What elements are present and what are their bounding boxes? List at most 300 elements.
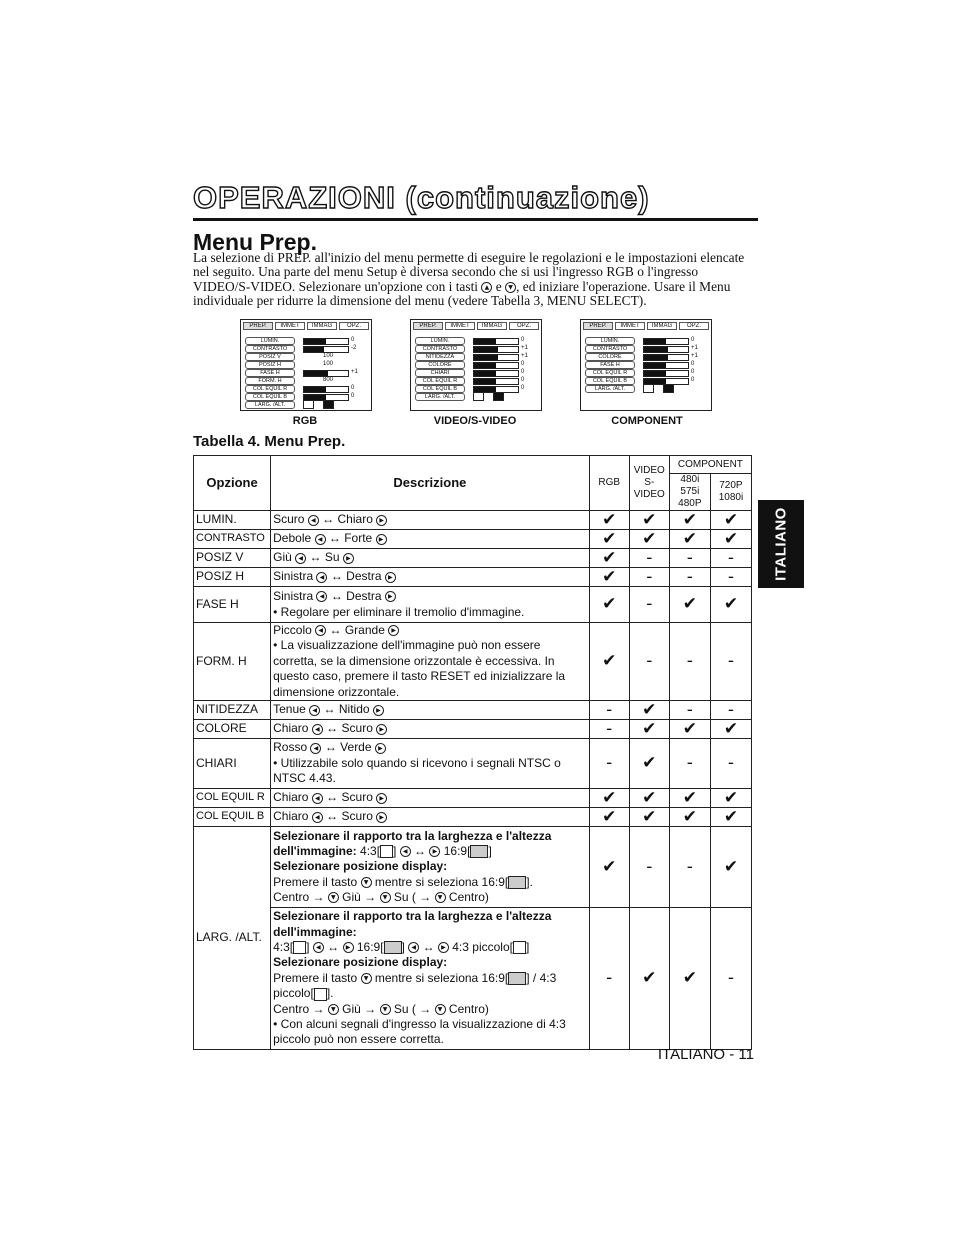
down-button-icon: ▼ [380, 1004, 391, 1015]
header-720p: 720P 1080i [710, 474, 751, 511]
desc-a: Tenue [273, 702, 306, 717]
menu-row [585, 377, 703, 384]
press-text-3: ]. [526, 874, 533, 889]
check-mark: ✔ [669, 720, 710, 739]
menu-item-label: POSIZ H [245, 361, 295, 369]
left-icon: ◀ [308, 515, 319, 526]
menu-component [580, 319, 712, 411]
menu-tab: IMMET [615, 322, 645, 330]
centro-2: Centro) [448, 890, 489, 905]
desc-b: Scuro [341, 809, 373, 824]
menu-bar [643, 346, 689, 353]
menu-row [415, 369, 533, 376]
menu-bar-fill [304, 347, 324, 352]
option-desc [271, 587, 590, 623]
left-icon: ◀ [315, 625, 326, 636]
check-mark: ✔ [629, 511, 669, 530]
check-mark: ✔ [710, 511, 751, 530]
dash: - [669, 568, 710, 587]
ratio-43-icon [380, 845, 393, 858]
right-icon: ▶ [376, 724, 387, 735]
menu-row [415, 393, 533, 400]
dash: - [669, 623, 710, 701]
desc-a: Scuro [273, 512, 305, 527]
check-mark: ✔ [710, 808, 751, 827]
menu-bar [473, 338, 519, 345]
right-icon: ▶ [385, 591, 396, 602]
option-name: COL EQUIL R [194, 789, 271, 808]
menu-row [245, 345, 363, 352]
menu-tab: PREP. [583, 322, 613, 330]
option-name: NITIDEZZA [194, 701, 271, 720]
desc-b: Destra [346, 569, 382, 584]
caption-component: COMPONENT [611, 415, 683, 427]
arrow: ↔ [330, 589, 343, 604]
menu-row [245, 361, 363, 368]
right-icon: ▶ [376, 515, 387, 526]
menu-bar-fill [474, 371, 496, 376]
caption-video: VIDEO/S-VIDEO [433, 415, 517, 427]
left-icon: ◀ [315, 534, 326, 545]
menu-row [415, 353, 533, 360]
option-desc: Selezionare il rapporto tra la larghezza e l'altezza dell'immagine: 4:3[ ] ◀ ↔ ▶ 16:9[ ] ◀ ↔ ▶ 4:3 piccolo[ ] Selezionare posizione display: Premere il tasto ▼ mentre si seleziona 16:9[ ] / 4:3 piccolo[ ]. Centro → ▼ Giù → ▼ Su ( → ▼ Centro) • Con alcuni segnali d'ingresso la visualizzazione di 4:3 piccolo può non essere corretta. [271, 908, 590, 1050]
option-desc [271, 623, 590, 701]
check-mark: ✔ [629, 530, 669, 549]
menu-item-label: COL EQUIL B [245, 393, 295, 401]
check-mark: ✔ [710, 720, 751, 739]
menu-item-label: CHIARI [415, 369, 465, 377]
option-name: CONTRASTO [194, 530, 271, 549]
arrow: ↔ [322, 512, 335, 527]
header-description: Descrizione [271, 456, 590, 511]
ratio-43-small-icon [513, 941, 526, 954]
table-row [194, 720, 752, 739]
menu-row [245, 337, 363, 344]
check-mark: ✔ [629, 808, 669, 827]
arrow: ↔ [330, 569, 343, 584]
menu-rgb [240, 319, 372, 411]
menu-row [585, 369, 703, 376]
menu-item-label: COL EQUIL B [585, 377, 635, 385]
desc-b: Scuro [341, 790, 373, 805]
check-mark: ✔ [710, 789, 751, 808]
menu-bar-fill [474, 347, 498, 352]
giu: Giù → [342, 1001, 377, 1016]
down-button-icon: ▼ [361, 877, 372, 888]
table-row [194, 808, 752, 827]
arrow: ↔ [326, 721, 339, 736]
option-name: COL EQUIL B [194, 808, 271, 827]
option-name: CHIARI [194, 739, 271, 789]
desc-b: Destra [346, 589, 382, 604]
header-rgb: RGB [589, 456, 629, 511]
ratio-169-icon [470, 845, 488, 858]
menu-bar-fill [644, 363, 666, 368]
desc-heading: Selezionare il rapporto tra la larghezza e l'altezza dell'immagine: [273, 828, 552, 858]
ratio-169-icon [384, 941, 402, 954]
dash: - [629, 587, 669, 623]
header-480i: 480i 575i 480P [669, 474, 710, 511]
menu-bar [303, 346, 349, 353]
menu-bar [473, 370, 519, 377]
press-text: Premere il tasto [273, 874, 358, 889]
option-name: LUMIN. [194, 511, 271, 530]
menu-value: +1 [351, 369, 358, 375]
option-desc [271, 511, 590, 530]
menu-value: +1 [691, 353, 698, 359]
header-component: COMPONENT [669, 456, 751, 474]
table-row [194, 701, 752, 720]
option-desc: Selezionare il rapporto tra la larghezza e l'altezza dell'immagine: 4:3[ ] ◀ ↔ ▶ 16:9[ ] Selezionare posizione display: Premere il tasto ▼ mentre si seleziona 16:9[ ]. Centro → ▼ Giù → ▼ Su ( → ▼ Centro) [271, 827, 590, 908]
desc-a: Chiaro [273, 721, 309, 736]
dash: - [710, 623, 751, 701]
page-number: ITALIANO - 11 [657, 1046, 754, 1063]
desc-note: • Utilizzabile solo quando si ricevono i segnali NTSC o NTSC 4.43. [273, 755, 561, 786]
down-button-icon: ▼ [435, 892, 446, 903]
menu-row [585, 337, 703, 344]
dash: - [669, 827, 710, 908]
giu: Giù → [342, 890, 377, 905]
check-mark: ✔ [589, 587, 629, 623]
menu-tabs [583, 322, 709, 330]
ratio-169-icon [508, 876, 526, 889]
option-desc [271, 789, 590, 808]
page-title: OPERAZIONI (continuazione) [193, 180, 650, 215]
right-icon: ▶ [376, 812, 387, 823]
desc-b: Verde [340, 740, 372, 755]
menu-item-label: LARG. /ALT. [415, 393, 465, 401]
desc-b: Grande [344, 623, 385, 637]
intro-and: e [495, 278, 502, 294]
arrow: ↔ [323, 702, 336, 717]
dash: - [589, 720, 629, 739]
dash: - [589, 739, 629, 789]
language-tab-label: ITALIANO [772, 507, 790, 581]
su: Su ( → [393, 890, 432, 905]
right-icon: ▶ [375, 743, 386, 754]
menu-value: 0 [351, 337, 355, 343]
menu-row [415, 337, 533, 344]
menu-item-label: FASE H [245, 369, 295, 377]
right-icon: ▶ [376, 534, 387, 545]
option-name: FASE H [194, 587, 271, 623]
table-row [194, 549, 752, 568]
aspect-icon [643, 384, 654, 393]
table-row [194, 568, 752, 587]
check-mark: ✔ [629, 701, 669, 720]
arrow: ↔ [324, 740, 337, 755]
left-icon: ◀ [312, 793, 323, 804]
check-mark: ✔ [589, 549, 629, 568]
menu-tabs [243, 322, 369, 330]
ratio-43-icon [293, 941, 306, 954]
arrow: ↔ [309, 550, 322, 565]
dash: - [629, 827, 669, 908]
option-desc [271, 568, 590, 587]
option-name: LARG. /ALT. [194, 827, 271, 1050]
menu-item-label: NITIDEZZA [415, 353, 465, 361]
menu-row [415, 385, 533, 392]
down-button-icon: ▼ [380, 892, 391, 903]
arrow: ↔ [414, 843, 427, 858]
su: Su ( → [393, 1001, 432, 1016]
press-text-4: ]. [326, 986, 334, 1001]
option-desc [271, 701, 590, 720]
menu-row [245, 353, 363, 360]
intro-text: La selezione di PREP. all'inizio del menu permette di eseguire le regolazioni e le impostazioni elencate nel seguito. Una parte del menu Setup è diversa secondo che si usi l'ingresso RGB o l'ingresso VIDEO/S-VIDEO. Selezionare un'opzione con i tasti [193, 250, 745, 294]
down-button-icon: ▼ [505, 282, 516, 293]
menu-value: 0 [691, 369, 695, 375]
table-row [194, 908, 752, 1050]
check-mark: ✔ [629, 739, 669, 789]
arrow: ↔ [422, 940, 435, 955]
left-icon: ◀ [295, 553, 306, 564]
menu-value: 100 [323, 353, 334, 359]
desc-heading: Selezionare il rapporto tra la larghezza e l'altezza dell'immagine: [273, 909, 552, 939]
arrow: ↔ [328, 531, 341, 546]
left-icon: ◀ [313, 942, 324, 953]
centro-2: Centro) [448, 1001, 489, 1016]
option-desc [271, 530, 590, 549]
desc-a: Chiaro [273, 790, 309, 805]
menu-value: -2 [351, 345, 357, 351]
aspect-icon [663, 384, 674, 393]
menu-bar [303, 338, 349, 345]
menu-bar [643, 338, 689, 345]
right-icon: ▶ [388, 625, 399, 636]
option-desc [271, 739, 590, 789]
menu-bar-fill [474, 379, 496, 384]
header-option: Opzione [194, 456, 271, 511]
aspect-icon [493, 392, 504, 401]
dash: - [589, 701, 629, 720]
menu-value: 0 [521, 361, 525, 367]
menu-item-label: FASE H [585, 361, 635, 369]
menu-bar-fill [304, 339, 326, 344]
down-button-icon: ▼ [328, 892, 339, 903]
right-icon: ▶ [343, 553, 354, 564]
left-icon: ◀ [312, 812, 323, 823]
left-icon: ◀ [316, 591, 327, 602]
check-mark: ✔ [629, 908, 669, 1050]
dash: - [669, 549, 710, 568]
menu-tab: OPZ. [509, 322, 539, 330]
check-mark: ✔ [710, 530, 751, 549]
menu-video [410, 319, 542, 411]
menu-tabs [413, 322, 539, 330]
dash: - [629, 568, 669, 587]
menu-value: 0 [521, 337, 525, 343]
table-title: Tabella 4. Menu Prep. [193, 433, 346, 450]
menu-item-label: LUMIN. [245, 337, 295, 345]
menu-item-label: COL EQUIL B [415, 385, 465, 393]
ratio-43: 4:3[ [360, 843, 381, 858]
menu-item-label: COL EQUIL R [585, 369, 635, 377]
option-desc [271, 808, 590, 827]
menu-tab: IMMAG [307, 322, 337, 330]
menu-value: 0 [691, 337, 695, 343]
table-row [194, 623, 752, 701]
menu-item-label: POSIZ V [245, 353, 295, 361]
menu-item-label: LUMIN. [415, 337, 465, 345]
dash: - [710, 739, 751, 789]
menu-bar [303, 370, 349, 377]
menu-bar [473, 378, 519, 385]
left-icon: ◀ [309, 705, 320, 716]
menu-bar-fill [644, 371, 666, 376]
menu-row [585, 385, 703, 392]
menu-value: 0 [351, 385, 355, 391]
left-icon: ◀ [310, 743, 321, 754]
menu-value: +1 [521, 353, 528, 359]
menu-bar [643, 362, 689, 369]
menu-tab: IMMAG [477, 322, 507, 330]
menu-item-label: COLORE [585, 353, 635, 361]
menu-value: 0 [521, 377, 525, 383]
intro-text-2: , ed iniziare l'operazione. Usare il Menu individuale per ridurre la dimensione del menu (vedere Tabella 3, MENU SELECT). [193, 278, 731, 309]
menu-row [415, 377, 533, 384]
check-mark: ✔ [589, 789, 629, 808]
menu-bar [643, 354, 689, 361]
menu-item-label: CONTRASTO [585, 345, 635, 353]
table-row [194, 587, 752, 623]
menu-row [245, 401, 363, 408]
menu-bar-fill [644, 347, 668, 352]
intro-paragraph [193, 251, 758, 309]
desc-a: Chiaro [273, 809, 309, 824]
menu-value: 0 [351, 393, 355, 399]
option-name: POSIZ H [194, 568, 271, 587]
left-icon: ◀ [400, 846, 411, 857]
ratio-43-small: 4:3 piccolo[ [452, 940, 513, 955]
menu-item-label: LUMIN. [585, 337, 635, 345]
right-icon: ▶ [429, 846, 440, 857]
right-icon: ▶ [376, 793, 387, 804]
arrow: ↔ [326, 809, 339, 824]
menu-tab: PREP. [243, 322, 273, 330]
menu-prep-table [193, 455, 752, 1050]
check-mark: ✔ [669, 511, 710, 530]
option-name: POSIZ V [194, 549, 271, 568]
check-mark: ✔ [669, 587, 710, 623]
dash: - [629, 623, 669, 701]
menu-bar [473, 354, 519, 361]
down-button-icon: ▼ [361, 973, 372, 984]
dash: - [710, 908, 751, 1050]
check-mark: ✔ [710, 587, 751, 623]
menu-bar-fill [474, 339, 496, 344]
menu-tab: OPZ. [339, 322, 369, 330]
menu-item-label: COL EQUIL R [415, 377, 465, 385]
desc-b: Scuro [341, 721, 373, 736]
menu-bar [473, 346, 519, 353]
menu-row [585, 353, 703, 360]
right-icon: ▶ [343, 942, 354, 953]
desc-b: Chiaro [337, 512, 373, 527]
caption-rgb: RGB [292, 415, 318, 427]
right-icon: ▶ [373, 705, 384, 716]
menu-row [585, 361, 703, 368]
desc-note: • Con alcuni segnali d'ingresso la visualizzazione di 4:3 piccolo può non essere corretta. [273, 1017, 566, 1047]
dash: - [710, 549, 751, 568]
menu-row [415, 345, 533, 352]
menu-bar-fill [644, 339, 666, 344]
menu-value: 0 [691, 377, 695, 383]
menu-row [585, 345, 703, 352]
option-desc [271, 720, 590, 739]
menu-item-label: LARG. /ALT. [245, 401, 295, 409]
menu-row [245, 385, 363, 392]
centro: Centro → [273, 1001, 325, 1016]
menu-bar-fill [304, 387, 326, 392]
menu-tab: PREP. [413, 322, 443, 330]
desc-b: Su [324, 550, 340, 565]
menu-item-label: FORM. H [245, 377, 295, 385]
check-mark: ✔ [589, 623, 629, 701]
menu-value: +1 [691, 345, 698, 351]
menu-bar-fill [304, 371, 328, 376]
menu-value: 100 [323, 361, 334, 367]
press-text-2: mentre si seleziona 16:9[ [374, 970, 509, 985]
menu-row [245, 393, 363, 400]
menu-value: 0 [521, 385, 525, 391]
menu-bar [303, 386, 349, 393]
ratio-43: 4:3[ [273, 940, 294, 955]
dash: - [710, 701, 751, 720]
left-icon: ◀ [316, 572, 327, 583]
check-mark: ✔ [589, 808, 629, 827]
check-mark: ✔ [669, 908, 710, 1050]
ratio-169-icon [508, 972, 526, 985]
table-row [194, 789, 752, 808]
menu-row [245, 377, 363, 384]
desc-heading-2: Selezionare posizione display: [273, 955, 448, 970]
check-mark: ✔ [629, 720, 669, 739]
dash: - [669, 739, 710, 789]
left-icon: ◀ [312, 724, 323, 735]
check-mark: ✔ [589, 530, 629, 549]
right-icon: ▶ [438, 942, 449, 953]
desc-a: Giù [273, 550, 292, 565]
down-button-icon: ▼ [328, 1004, 339, 1015]
check-mark: ✔ [669, 789, 710, 808]
menu-value: 800 [323, 377, 334, 383]
menu-bar [643, 370, 689, 377]
desc-a: Rosso [273, 740, 308, 755]
menu-row [245, 369, 363, 376]
language-tab [758, 500, 804, 588]
menu-value: 0 [521, 369, 525, 375]
check-mark: ✔ [629, 789, 669, 808]
ratio-43-small-icon [314, 988, 327, 1001]
desc-b: Forte [344, 531, 373, 546]
menu-row [415, 361, 533, 368]
menu-tab: IMMAG [647, 322, 677, 330]
desc-a: Sinistra [273, 589, 314, 604]
check-mark: ✔ [669, 808, 710, 827]
desc-a: Debole [273, 531, 312, 546]
menu-tab: IMMET [445, 322, 475, 330]
desc-heading-2: Selezionare posizione display: [273, 859, 448, 874]
menu-bar-fill [474, 355, 498, 360]
dash: - [710, 568, 751, 587]
ratio-169: 16:9[ [443, 843, 471, 858]
press-text: Premere il tasto [273, 970, 358, 985]
option-name: FORM. H [194, 623, 271, 701]
aspect-icon [473, 392, 484, 401]
desc-b: Nitido [338, 702, 370, 717]
menu-item-label: COL EQUIL R [245, 385, 295, 393]
